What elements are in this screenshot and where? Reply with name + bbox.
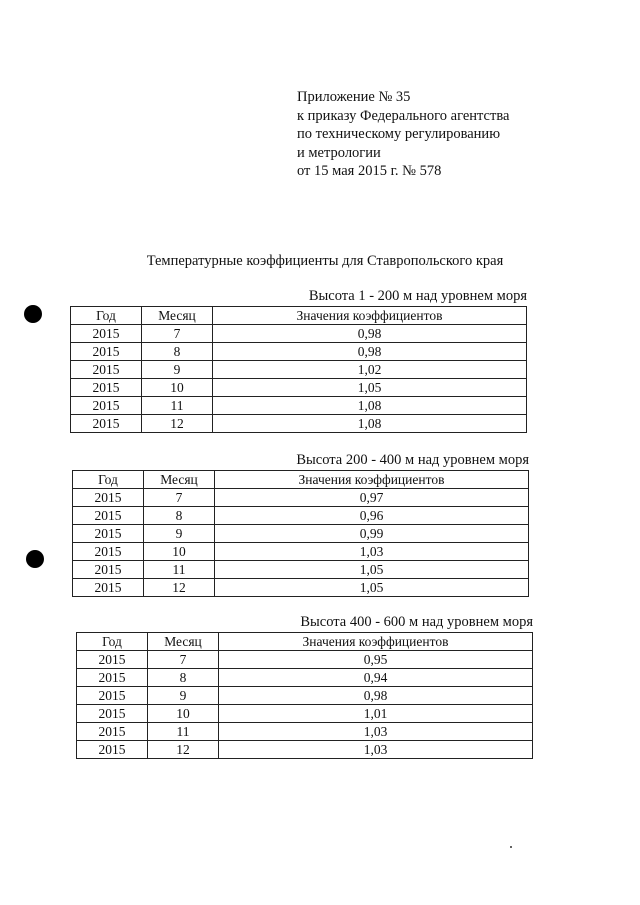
scan-speck — [510, 846, 512, 848]
cell-year: 2015 — [73, 543, 144, 561]
header-line: по техническому регулированию — [297, 126, 501, 142]
section-altitude-200-400 — [72, 452, 529, 597]
cell-year: 2015 — [71, 379, 142, 397]
cell-month: 10 — [148, 705, 219, 723]
cell-month: 12 — [142, 415, 213, 433]
cell-month: 8 — [148, 669, 219, 687]
cell-value: 0,98 — [213, 343, 527, 361]
table-row — [71, 397, 527, 415]
cell-year: 2015 — [73, 561, 144, 579]
table-row — [77, 723, 533, 741]
coefficients-table — [76, 632, 533, 759]
table-row — [71, 325, 527, 343]
cell-year: 2015 — [77, 705, 148, 723]
cell-year: 2015 — [71, 397, 142, 415]
cell-value: 1,08 — [213, 415, 527, 433]
cell-month: 12 — [144, 579, 215, 597]
cell-year: 2015 — [71, 361, 142, 379]
altitude-label: Высота 1 - 200 м над уровнем моря — [308, 288, 527, 304]
table-row — [71, 361, 527, 379]
table-row — [73, 561, 529, 579]
cell-value: 0,94 — [219, 669, 533, 687]
column-header-month: Месяц — [148, 633, 219, 651]
cell-month: 9 — [144, 525, 215, 543]
cell-value: 0,98 — [213, 325, 527, 343]
section-altitude-1-200 — [70, 288, 527, 433]
cell-month: 11 — [142, 397, 213, 415]
section-altitude-400-600 — [76, 614, 533, 759]
header-line: Приложение № 35 — [297, 89, 411, 105]
table-row — [73, 543, 529, 561]
table-row — [73, 489, 529, 507]
table-row — [77, 651, 533, 669]
column-header-month: Месяц — [144, 471, 215, 489]
header-line: к приказу Федерального агентства — [297, 107, 510, 124]
cell-month: 12 — [148, 741, 219, 759]
table-row — [77, 669, 533, 687]
appendix-header — [297, 88, 509, 181]
cell-year: 2015 — [73, 525, 144, 543]
cell-year: 2015 — [71, 343, 142, 361]
table-header-row — [73, 471, 529, 489]
cell-value: 1,03 — [219, 723, 533, 741]
cell-year: 2015 — [77, 687, 148, 705]
cell-value: 1,05 — [215, 561, 529, 579]
cell-month: 8 — [144, 507, 215, 525]
punch-hole-bottom — [26, 550, 44, 568]
table-row — [71, 343, 527, 361]
table-row — [77, 705, 533, 723]
altitude-label: Высота 400 - 600 м над уровнем моря — [300, 614, 533, 630]
cell-month: 11 — [144, 561, 215, 579]
cell-year: 2015 — [77, 651, 148, 669]
column-header-year: Год — [77, 633, 148, 651]
coefficients-table — [72, 470, 529, 597]
cell-value: 1,03 — [219, 741, 533, 759]
cell-year: 2015 — [71, 325, 142, 343]
column-header-year: Год — [71, 307, 142, 325]
document-title: Температурные коэффициенты для Ставропольского края — [146, 253, 504, 269]
cell-month: 7 — [144, 489, 215, 507]
cell-value: 1,01 — [219, 705, 533, 723]
header-line: и метрологии — [297, 144, 381, 161]
header-line: от 15 мая 2015 г. № 578 — [297, 163, 442, 179]
table-row — [77, 687, 533, 705]
cell-month: 10 — [142, 379, 213, 397]
table-header-row — [77, 633, 533, 651]
cell-value: 0,99 — [215, 525, 529, 543]
cell-month: 11 — [148, 723, 219, 741]
cell-month: 9 — [148, 687, 219, 705]
table-row — [73, 525, 529, 543]
column-header-value: Значения коэффициентов — [215, 471, 529, 489]
column-header-value: Значения коэффициентов — [213, 307, 527, 325]
table-row — [71, 415, 527, 433]
cell-value: 0,95 — [219, 651, 533, 669]
cell-month: 7 — [142, 325, 213, 343]
coefficients-table — [70, 306, 527, 433]
punch-hole-top — [24, 305, 42, 323]
cell-value: 1,05 — [215, 579, 529, 597]
table-row — [73, 507, 529, 525]
cell-value: 1,05 — [213, 379, 527, 397]
cell-month: 9 — [142, 361, 213, 379]
cell-value: 1,08 — [213, 397, 527, 415]
cell-value: 1,03 — [215, 543, 529, 561]
cell-year: 2015 — [71, 415, 142, 433]
table-row — [77, 741, 533, 759]
cell-year: 2015 — [77, 723, 148, 741]
column-header-value: Значения коэффициентов — [219, 633, 533, 651]
cell-value: 1,02 — [213, 361, 527, 379]
table-row — [73, 579, 529, 597]
cell-value: 0,96 — [215, 507, 529, 525]
cell-year: 2015 — [73, 579, 144, 597]
column-header-month: Месяц — [142, 307, 213, 325]
cell-value: 0,97 — [215, 489, 529, 507]
column-header-year: Год — [73, 471, 144, 489]
altitude-label: Высота 200 - 400 м над уровнем моря — [296, 452, 529, 468]
table-row — [71, 379, 527, 397]
cell-year: 2015 — [73, 507, 144, 525]
cell-month: 7 — [148, 651, 219, 669]
cell-year: 2015 — [77, 741, 148, 759]
cell-month: 10 — [144, 543, 215, 561]
cell-month: 8 — [142, 343, 213, 361]
cell-value: 0,98 — [219, 687, 533, 705]
cell-year: 2015 — [77, 669, 148, 687]
table-header-row — [71, 307, 527, 325]
cell-year: 2015 — [73, 489, 144, 507]
